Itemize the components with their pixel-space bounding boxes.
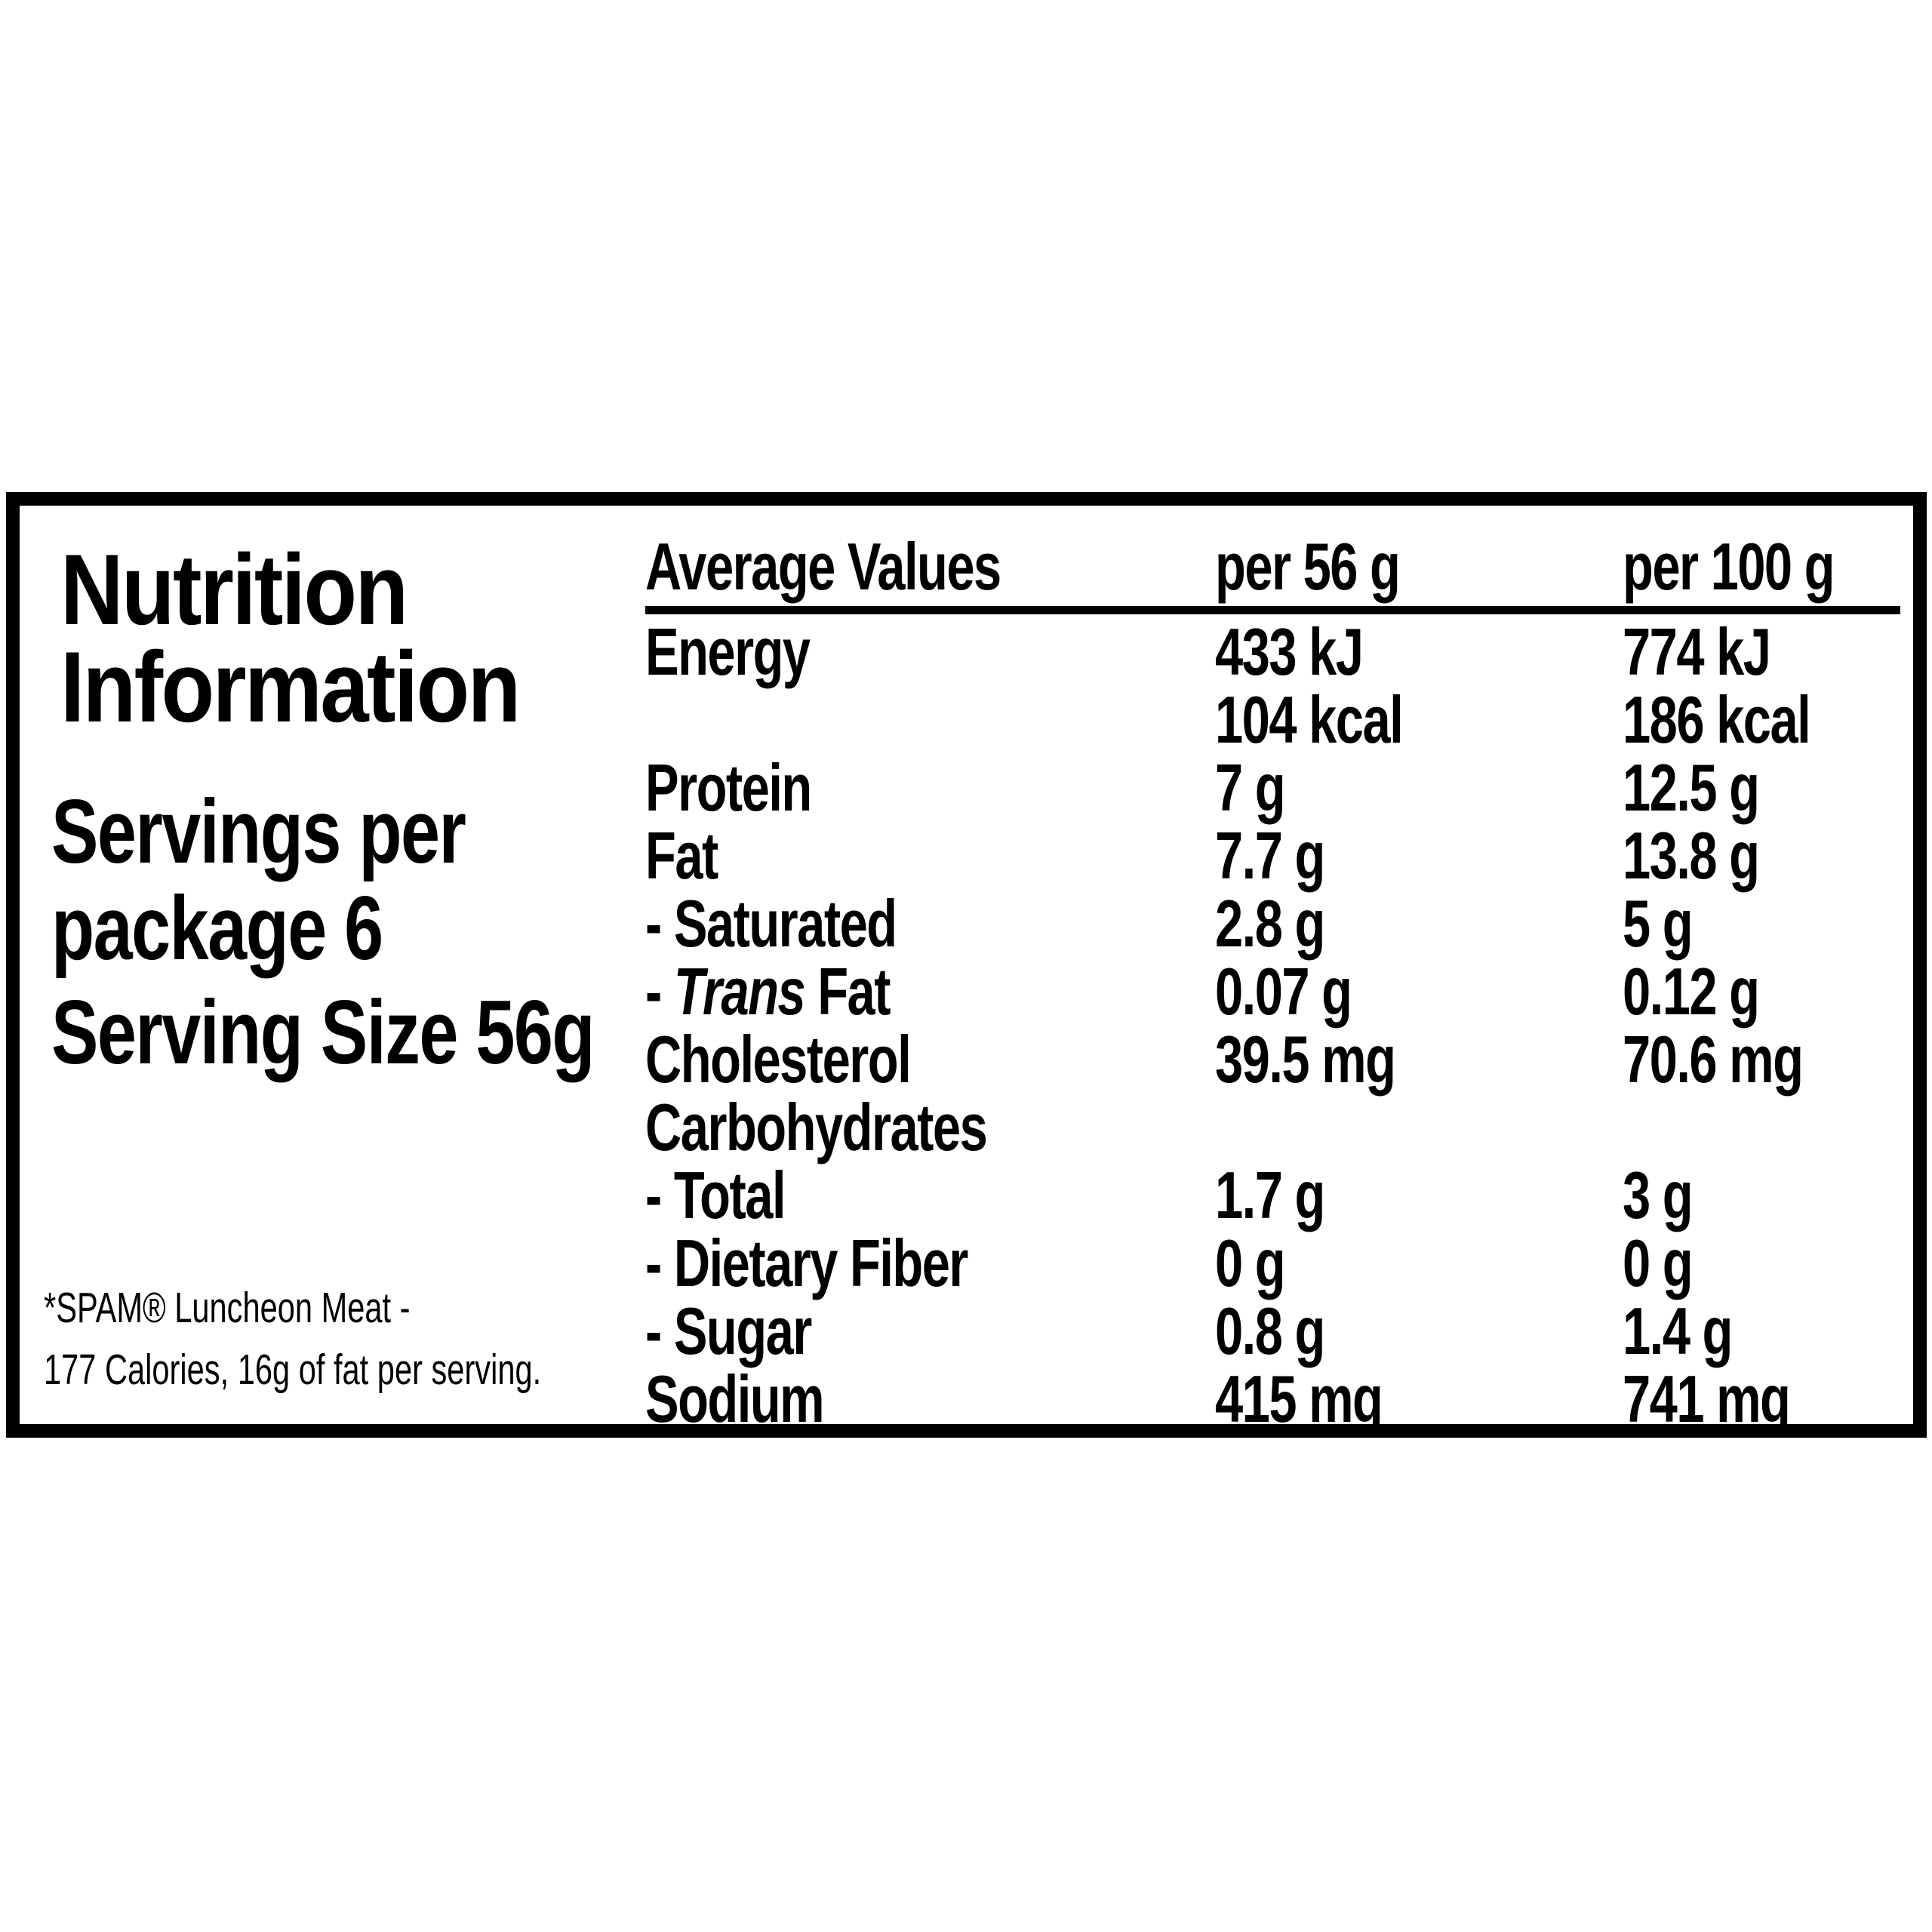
nutrient-label: - Trans Fat — [645, 954, 890, 1029]
value-per-100g: 0.12 g — [1623, 954, 1759, 1029]
nutrient-label: - Saturated — [645, 886, 897, 961]
value-per-100g: 0 g — [1623, 1226, 1693, 1300]
value-per-56g: 0.8 g — [1215, 1294, 1324, 1368]
footnote-line-2: 177 Calories, 16g of fat per serving. — [44, 1346, 542, 1394]
value-per-56g: 0.07 g — [1215, 954, 1352, 1029]
table-row-trans-fat — [645, 954, 1900, 1029]
table-row-sugar — [645, 1294, 1900, 1368]
nutrient-label — [645, 686, 1215, 754]
table-row-dietary-fiber — [645, 1226, 1900, 1300]
value-per-56g: 7.7 g — [1215, 818, 1324, 893]
value-per-56g: 415 mg — [1215, 1361, 1383, 1436]
value-per-100g — [1623, 1094, 1900, 1161]
servings-line-1: Servings per — [51, 781, 466, 882]
nutrient-label: Carbohydrates — [645, 1090, 987, 1164]
value-per-100g: 774 kJ — [1623, 614, 1770, 689]
table-row-carbohydrates — [645, 1090, 1900, 1164]
page-title — [60, 534, 587, 743]
spam-footnote — [44, 1277, 725, 1401]
title-line-1: Nutrition — [60, 534, 407, 646]
serving-size: Serving Size 56g — [51, 982, 594, 1083]
table-row-protein — [645, 750, 1900, 825]
nutrient-label: - Sugar — [645, 1294, 811, 1368]
value-per-56g: 39.5 mg — [1215, 1022, 1395, 1097]
table-row-energy — [645, 614, 1900, 689]
value-per-100g: 741 mg — [1623, 1361, 1790, 1436]
value-per-100g: 5 g — [1623, 886, 1693, 961]
value-per-56g: 433 kJ — [1215, 614, 1363, 689]
nutrient-label: Sodium — [645, 1361, 824, 1436]
value-per-56g — [1215, 1094, 1623, 1161]
value-per-56g: 1.7 g — [1215, 1158, 1324, 1232]
servings-line-2: package 6 — [51, 878, 383, 979]
value-per-100g: 3 g — [1623, 1158, 1693, 1232]
nutrient-label: - Total — [645, 1158, 786, 1232]
value-per-100g: 186 kcal — [1623, 682, 1810, 757]
footnote-line-1: *SPAM® Luncheon Meat - — [44, 1284, 411, 1332]
header-per-100g: per 100 g — [1623, 529, 1835, 604]
nutrient-label: Cholesterol — [645, 1022, 911, 1097]
nutrient-label: Energy — [645, 614, 810, 689]
table-row-energy-kcal — [645, 682, 1900, 757]
nutrition-label-box — [6, 492, 1927, 1438]
header-average-values: Average Values — [645, 529, 1001, 604]
value-per-56g: 0 g — [1215, 1226, 1285, 1300]
nutrient-label: Fat — [645, 818, 718, 893]
table-row-fat — [645, 818, 1900, 893]
value-per-100g: 12.5 g — [1623, 750, 1759, 825]
table-row-total-carbs — [645, 1158, 1900, 1232]
value-per-100g: 1.4 g — [1623, 1294, 1732, 1368]
header-per-56g: per 56 g — [1215, 529, 1400, 604]
servings-per-package — [51, 783, 582, 977]
table-row-saturated — [645, 886, 1900, 961]
value-per-56g: 2.8 g — [1215, 886, 1324, 961]
table-row-sodium — [645, 1361, 1900, 1436]
table-body — [645, 614, 1900, 1436]
title-line-2: Information — [60, 632, 519, 743]
nutrition-table — [645, 529, 1900, 1436]
value-per-56g: 104 kcal — [1215, 682, 1403, 757]
table-row-cholesterol — [645, 1022, 1900, 1097]
value-per-56g: 7 g — [1215, 750, 1285, 825]
table-header-row — [645, 529, 1900, 614]
value-per-100g: 70.6 mg — [1623, 1022, 1803, 1097]
nutrient-label: - Dietary Fiber — [645, 1226, 968, 1300]
nutrient-label: Protein — [645, 750, 811, 825]
value-per-100g: 13.8 g — [1623, 818, 1759, 893]
